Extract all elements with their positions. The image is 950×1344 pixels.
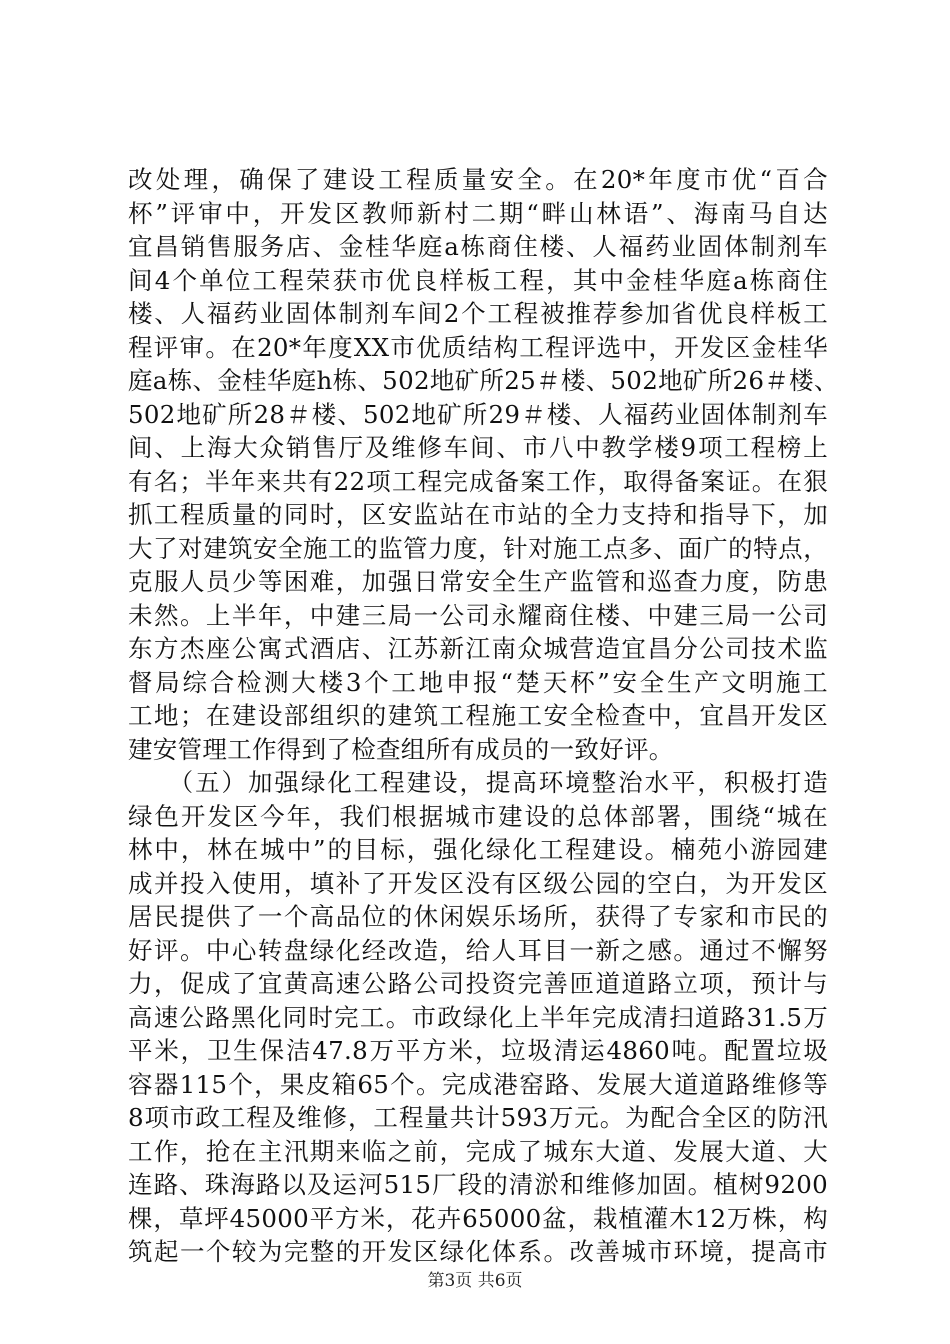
text-line: 502地矿所28＃楼、502地矿所29＃楼、人福药业固体制剂车 [128,399,828,429]
body-text [128,163,839,1269]
text-line: 居民提供了一个高品位的休闲娱乐场所，获得了专家和市民的 [128,902,828,931]
text-line: 成并投入使用，填补了开发区没有区级公园的空白，为开发区 [128,868,828,898]
text-line: 间、上海大众销售厅及维修车间、市八中教学楼9项工程榜上 [128,433,828,462]
text-line: 连路、珠海路以及运河515厂段的清淤和维修加固。植树9200 [128,1170,828,1199]
text-line: 8项市政工程及维修，工程量共计593万元。为配合全区的防汛 [128,1103,828,1132]
text-line: （五）加强绿化工程建设，提高环境整治水平，积极打造 [128,768,828,797]
text-line: 林中，林在城中”的目标，强化绿化工程建设。楠苑小游园建 [128,835,828,864]
text-line: 高速公路黑化同时完工。市政绿化上半年完成清扫道路31.5万 [128,1002,828,1032]
text-line: 力，促成了宜黄高速公路公司投资完善匝道道路立项，预计与 [128,969,828,998]
text-line: 平米，卫生保洁47.8万平方米，垃圾清运4860吨。配置垃圾 [128,1036,828,1065]
text-line: 东方杰座公寓式酒店、江苏新江南众城营造宜昌分公司技术监 [128,634,828,663]
text-line: 大了对建筑安全施工的监管力度，针对施工点多、面广的特点， [128,533,828,563]
text-line: 程评审。在20*年度XX市优质结构工程评选中，开发区金桂华 [128,332,828,362]
text-line: 抓工程质量的同时，区安监站在市站的全力支持和指导下，加 [128,500,828,529]
text-line: 督局综合检测大楼3个工地申报“楚天杯”安全生产文明施工 [128,667,828,697]
text-line: 改处理，确保了建设工程质量安全。在20*年度市优“百合 [128,165,828,194]
text-line: 绿色开发区今年，我们根据城市建设的总体部署，围绕“城在 [128,801,828,831]
text-line: 好评。中心转盘绿化经改造，给人耳目一新之感。通过不懈努 [128,935,828,965]
text-line: 庭a栋、金桂华庭h栋、502地矿所25＃楼、502地矿所26＃楼、 [128,366,839,395]
text-line: 未然。上半年，中建三局一公司永耀商住楼、中建三局一公司 [128,600,828,630]
text-line: 容器115个，果皮箱65个。完成港窑路、发展大道道路维修等 [128,1069,828,1099]
text-line: 楼、人福药业固体制剂车间2个工程被推荐参加省优良样板工 [128,299,828,328]
text-line: 宜昌销售服务店、金桂华庭a栋商住楼、人福药业固体制剂车 [128,232,828,261]
page-footer: 第3页 共6页 [427,1271,523,1291]
text-line: 建安管理工作得到了检查组所有成员的一致好评。 [128,734,674,764]
text-line: 杯”评审中，开发区教师新村二期“畔山林语”、海南马自达 [128,198,828,228]
text-line: 工作，抢在主汛期来临之前，完成了城东大道、发展大道、大 [128,1136,828,1166]
text-line: 筑起一个较为完整的开发区绿化体系。改善城市环境，提高市 [128,1237,828,1266]
text-line: 棵，草坪45000平方米，花卉65000盆，栽植灌木12万株，构 [128,1203,828,1233]
text-line: 工地；在建设部组织的建筑工程施工安全检查中，宜昌开发区 [128,701,828,730]
text-line: 克服人员少等困难，加强日常安全生产监管和巡查力度，防患 [128,567,828,596]
text-line: 有名；半年来共有22项工程完成备案工作，取得备案证。在狠 [128,466,828,496]
text-line: 间4个单位工程荣获市优良样板工程，其中金桂华庭a栋商住 [128,265,828,295]
